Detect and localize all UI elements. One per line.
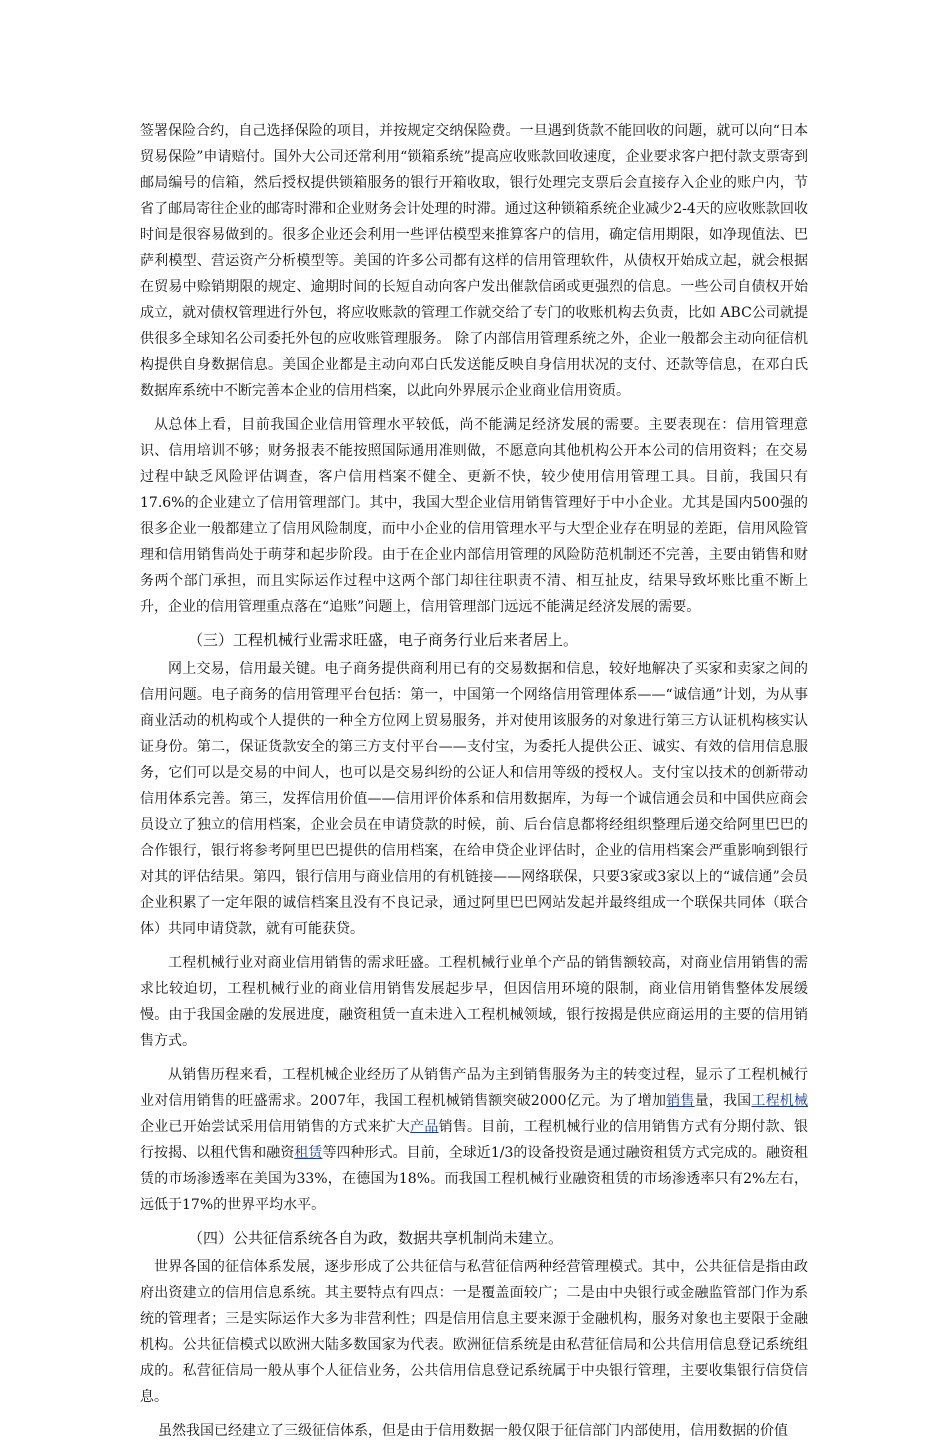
text-segment: 销售。目前，工程机械行业的信用销售方式有分期付款、银行按揭、以租代售和融资 — [140, 1119, 809, 1161]
section-heading-3: （三）工程机械行业需求旺盛，电子商务行业后来者居上。 — [188, 631, 579, 649]
paragraph-machinery-demand: 工程机械行业对商业信用销售的需求旺盛。工程机械行业单个产品的销售额较高，对商业信用销售的需求比较迫切，工程机械行业的商业信用销售发展起步早，但因信用环境的限制，商业信用销售整体发展缓慢。由于我国金融的发展进度，融资租赁一直未进入工程机械领域，银行按揭是供应商运用的主要的信用销售方式。 — [140, 955, 808, 1049]
paragraph-domestic-status: 从总体上看，目前我国企业信用管理水平较低，尚不能满足经济发展的需要。主要表现在：信用管理意识、信用培训不够；财务报表不能按照国际通用准则做，不愿意向其他机构公开本公司的信用资料；在交易过程中缺乏风险评估调查，客户信用档案不健全、更新不快，较少使用信用管理工具。目前，我国只有17.6%的企业建立了信用管理部门。其中，我国大型企业信用销售管理好于中小企业。尤其是国内500强的很多企业一般都建立了信用风险制度，而中小企业的信用管理水平与大型企业存在明显的差距，信用风险管理和信用销售尚处于萌芽和起步阶段。由于在企业内部信用管理的风险防范机制还不完善，主要由销售和财务两个部门承担，而且实际运作过程中这两个部门却往往职责不清、相互扯皮，结果导致坏账比重不断上升，企业的信用管理重点落在“追账”问题上，信用管理部门远远不能满足经济发展的需要。 — [140, 417, 808, 615]
text-segment: 等四种形式。目前，全球近1/3的设备投资是通过融资租赁方式完成的。融资租赁的市场渗透率在美国为33%，在德国为18%。而我国工程机械行业融资租赁的市场渗透率只有2%左右，远低于17%的世界平均水平。 — [140, 1145, 809, 1213]
link-sales[interactable]: 销售 — [666, 1093, 695, 1109]
link-construction-machinery[interactable]: 工程机械 — [751, 1093, 808, 1109]
section-heading-4: （四）公共征信系统各自为政，数据共享机制尚未建立。 — [188, 1229, 564, 1247]
paragraph-ecommerce-credit: 网上交易，信用最关键。电子商务提供商利用已有的交易数据和信息，较好地解决了买家和卖家之间的信用问题。电子商务的信用管理平台包括：第一，中国第一个网络信用管理体系——“诚信通”计划，为从事商业活动的机构或个人提供的一种全方位网上贸易服务，并对使用该服务的对象进行第三方认证机构核实认证身份。第二，保证货款安全的第三方支付平台——支付宝，为委托人提供公正、诚实、有效的信用信息服务，它们可以是交易的中间人，也可以是交易纠纷的公证人和信用等级的授权人。支付宝以技术的创新带动信用体系完善。第三，发挥信用价值——信用评价体系和信用数据库，为每一个诚信通会员和中国供应商会员设立了独立的信用档案，企业会员在申请贷款的时候，前、后台信息都将经组织整理后递交给阿里巴巴的合作银行，银行将参考阿里巴巴提供的信用档案，在给申贷企业评估时，企业的信用档案会严重影响到银行对其的评估结果。第四，银行信用与商业信用的有机链接——网络联保，只要3家或3家以上的“诚信通”会员企业积累了一定年限的诚信档案且没有不良记录，通过阿里巴巴网站发起并最终组成一个联保共同体（联合体）共同申请贷款，就有可能获贷。 — [140, 661, 808, 937]
document-page — [140, 118, 808, 1452]
text-segment: 量，我国 — [694, 1093, 752, 1109]
paragraph-china-credit: 虽然我国已经建立了三级征信体系，但是由于信用数据一般仅限于征信部门内部使用，信用数据的价值 — [158, 1423, 788, 1439]
link-product[interactable]: 产品 — [410, 1119, 439, 1135]
paragraph-foreign-practice: 签署保险合约，自己选择保险的项目，并按规定交纳保险费。一旦遇到货款不能回收的问题，就可以向“日本贸易保险”申请赔付。国外大公司还常利用“锁箱系统”提高应收账款回收速度，企业要求客户把付款支票寄到邮局编号的信箱，然后授权提供锁箱服务的银行开箱收取，银行处理完支票后会直接存入企业的账户内，节省了邮局寄往企业的邮寄时滞和企业财务会计处理的时滞。通过这种锁箱系统企业减少2-4天的应收账款回收时间是很容易做到的。很多企业还会利用一些评估模型来推算客户的信用，确定信用期限，如净现值法、巴萨利模型、营运资产分析模型等。美国的许多公司都有这样的信用管理软件，从债权开始成立起，就会根据在贸易中赊销期限的规定、逾期时间的长短自动向客户发出催款信函或更强烈的信息。一些公司自债权开始成立，就对债权管理进行外包，将应收账款的管理工作就交给了专门的收账机构去负责，比如 ABC公司就提供很多全球知名公司委托外包的应收账管理服务。 除了内部信用管理系统之外，企业一般都会主动向征信机构提供自身数据信息。美国企业都是主动向邓白氏发送能反映自身信用状况的支付、还款等信息，在邓白氏数据库系统中不断完善本企业的信用档案，以此向外界展示企业商业信用资质。 — [140, 123, 808, 399]
text-segment: 企业已开始尝试采用信用销售的方式来扩大 — [140, 1119, 411, 1135]
link-leasing[interactable]: 租赁 — [294, 1145, 323, 1161]
paragraph-sales-history — [140, 1062, 808, 1218]
paragraph-credit-systems: 世界各国的征信体系发展，逐步形成了公共征信与私营征信两种经营管理模式。其中，公共征信是指由政府出资建立的信用信息系统。其主要特点有四点：一是覆盖面较广；二是由中央银行或金融监管部门作为系统的管理者；三是实际运作大多为非营利性；四是信用信息主要来源于金融机构，服务对象也主要限于金融机构。公共征信模式以欧洲大陆多数国家为代表。欧洲征信系统是由私营征信局和公共信用信息登记系统组成的。私营征信局一般从事个人征信业务，公共信用信息登记系统属于中央银行管理，主要收集银行信贷信息。 — [140, 1259, 808, 1405]
text-segment: 从销售历程来看，工程机械企业经历了从销售产品为主到销售服务为主的转变过程，显示了工程机械行业对信用销售的旺盛需求。2007年，我国工程机械销售额突破2000亿元。为了增加 — [140, 1067, 808, 1109]
